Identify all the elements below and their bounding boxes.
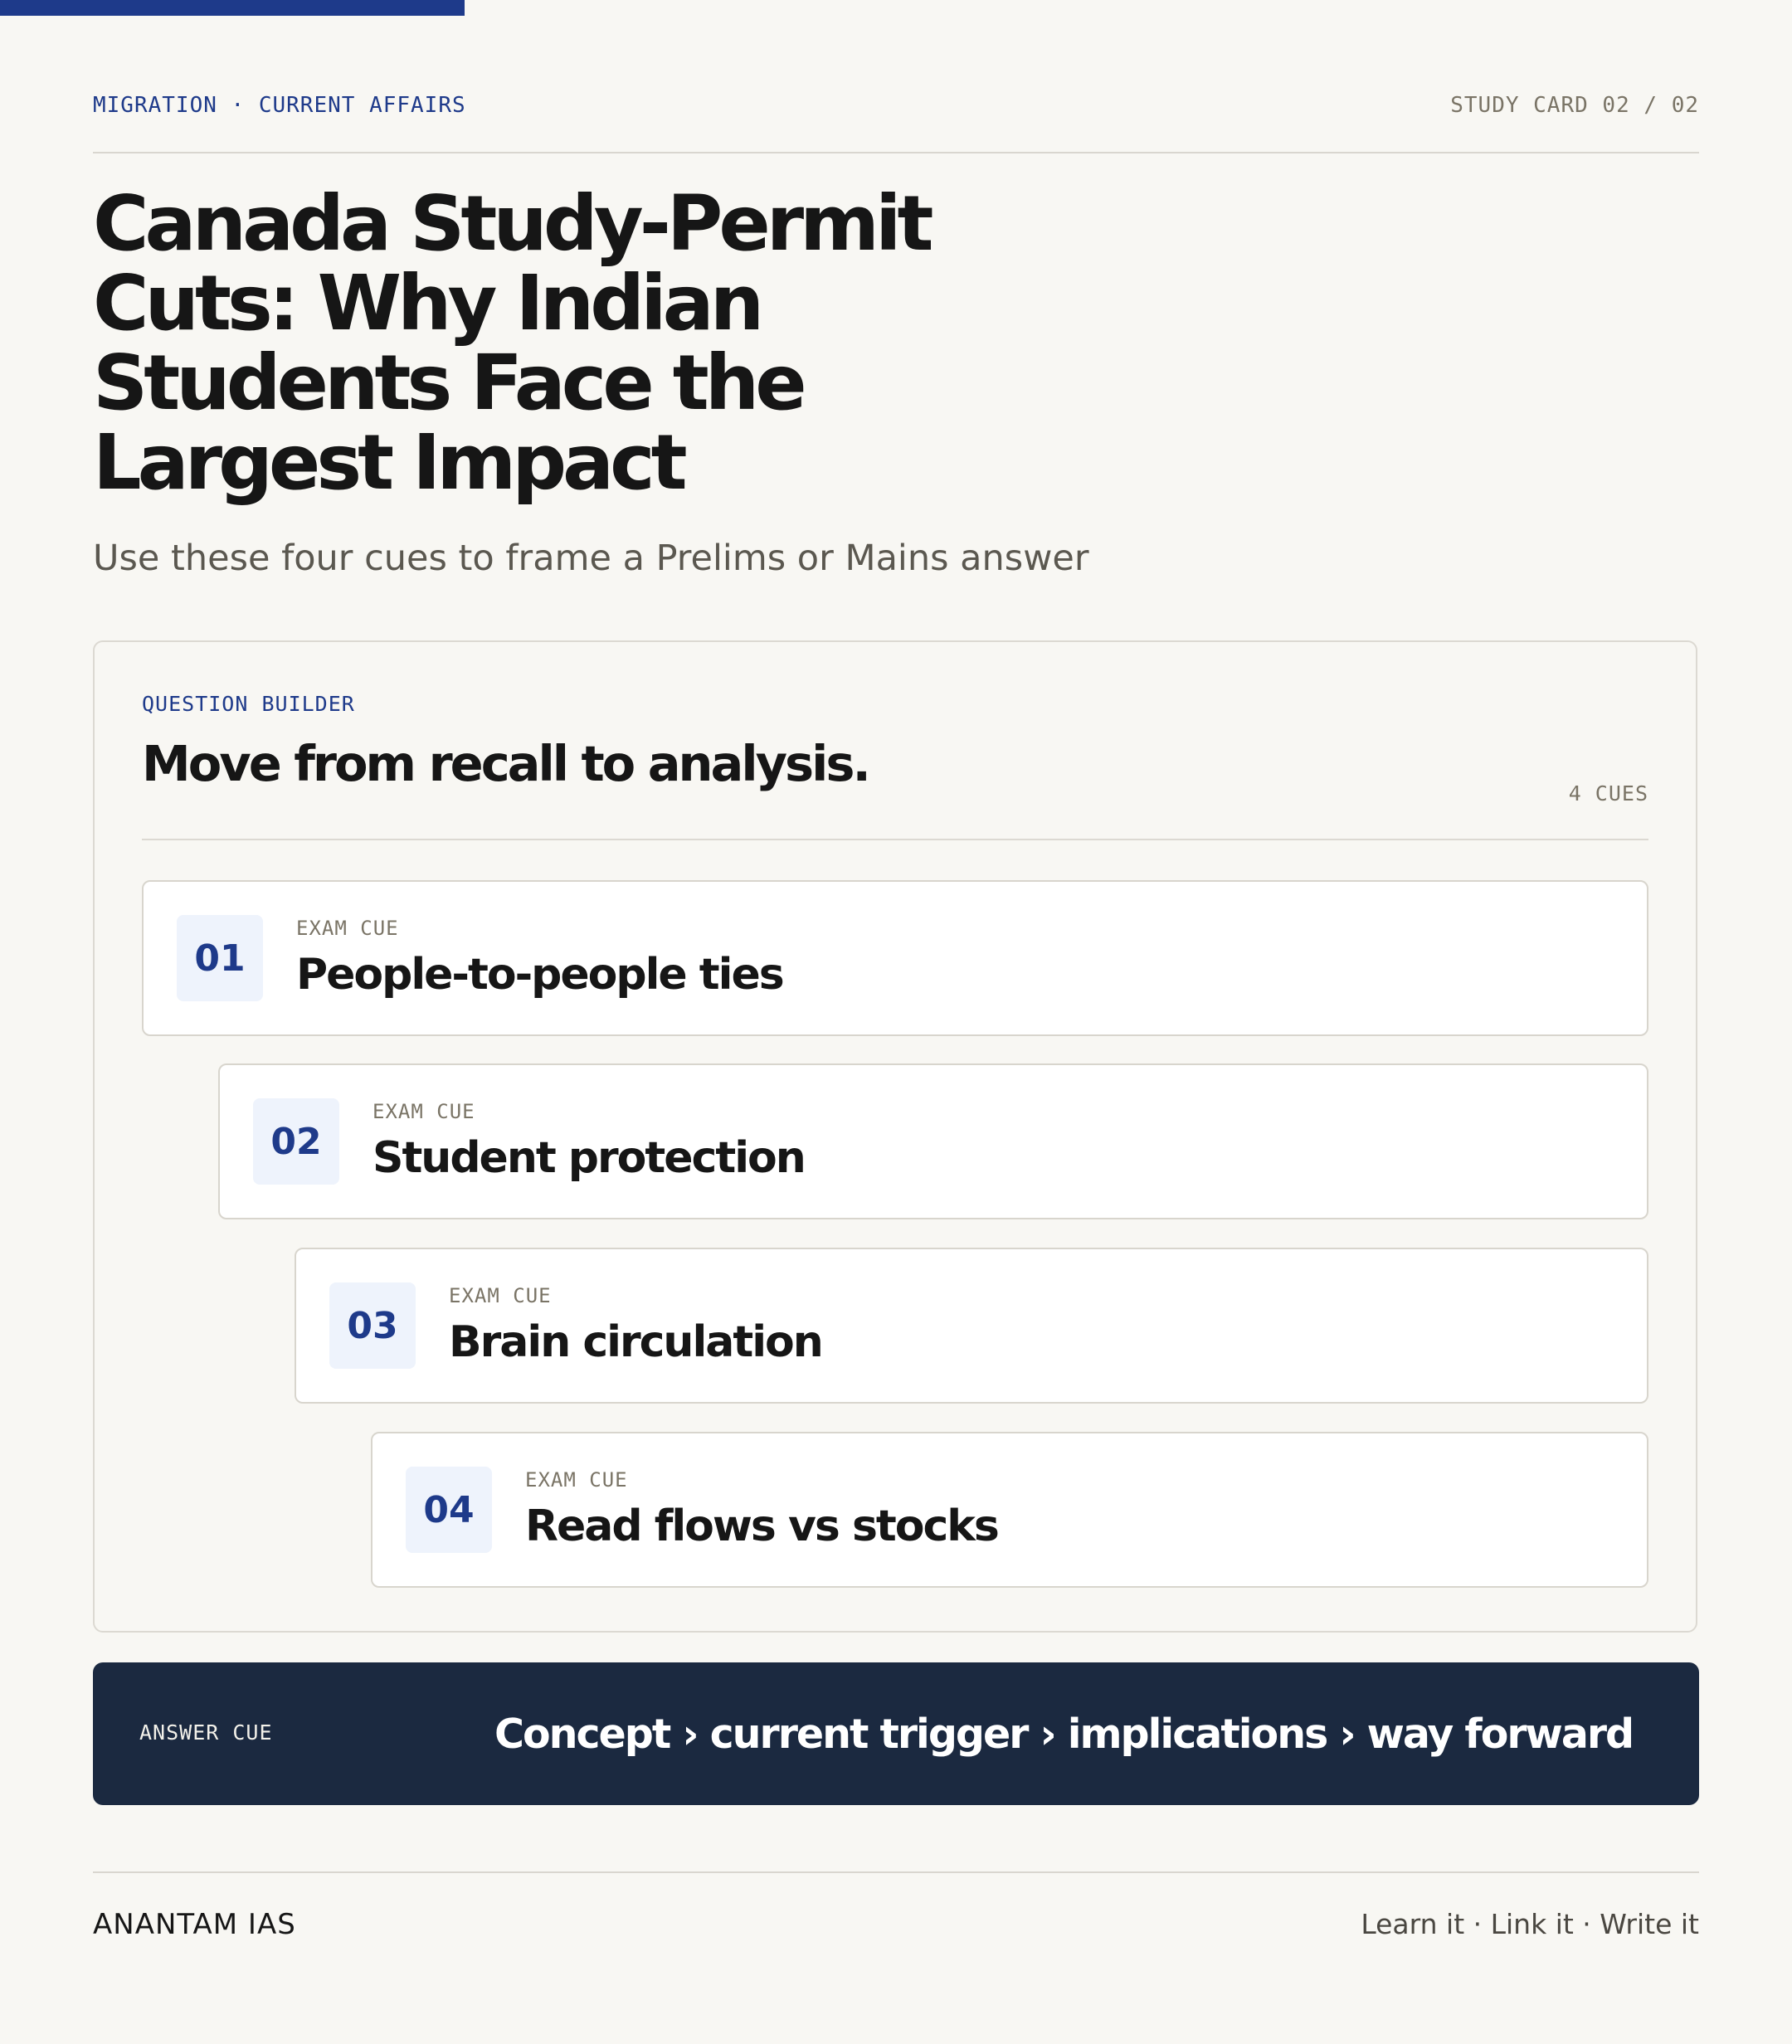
footer-tagline: Learn it · Link it · Write it [1361, 1908, 1699, 1940]
cue-number-badge: 03 [329, 1282, 416, 1369]
question-builder-divider [142, 839, 1648, 840]
category-eyebrow: MIGRATION · CURRENT AFFAIRS [93, 93, 466, 118]
question-builder-heading: Move from recall to analysis. [142, 735, 869, 792]
page-title: Canada Study-Permit Cuts: Why Indian Students Face the Largest Impact [93, 179, 930, 507]
cue-count: 4 CUES [1568, 781, 1648, 805]
cue-label: EXAM CUE [296, 917, 399, 940]
header-divider [93, 152, 1699, 153]
cue-title: Read flows vs stocks [525, 1501, 998, 1551]
footer-divider [93, 1871, 1699, 1873]
cue-title: Student protection [373, 1133, 805, 1183]
brand-name: ANANTAM IAS [93, 1908, 296, 1941]
page-subtitle: Use these four cues to frame a Prelims or Mains answer [93, 538, 1089, 579]
answer-cue-label: ANSWER CUE [139, 1720, 273, 1745]
question-builder-label: QUESTION BUILDER [142, 692, 355, 716]
answer-cue-text: Concept › current trigger › implications › way forward [494, 1710, 1634, 1758]
cue-title: People-to-people ties [296, 950, 783, 1000]
cue-number-badge: 01 [177, 915, 263, 1001]
cue-label: EXAM CUE [373, 1100, 475, 1123]
cue-number-badge: 02 [253, 1098, 339, 1185]
cue-card-04 [371, 1432, 1648, 1588]
cue-number-badge: 04 [406, 1467, 492, 1553]
cue-card-02 [218, 1063, 1648, 1219]
top-accent-bar [0, 0, 465, 16]
answer-cue-bar [93, 1662, 1699, 1805]
card-number: STUDY CARD 02 / 02 [1450, 93, 1699, 118]
cue-label: EXAM CUE [449, 1284, 552, 1307]
cue-title: Brain circulation [449, 1317, 822, 1367]
cue-label: EXAM CUE [525, 1468, 628, 1492]
cue-card-03 [295, 1248, 1648, 1404]
cue-card-01 [142, 880, 1648, 1036]
question-builder-panel [93, 640, 1697, 1633]
